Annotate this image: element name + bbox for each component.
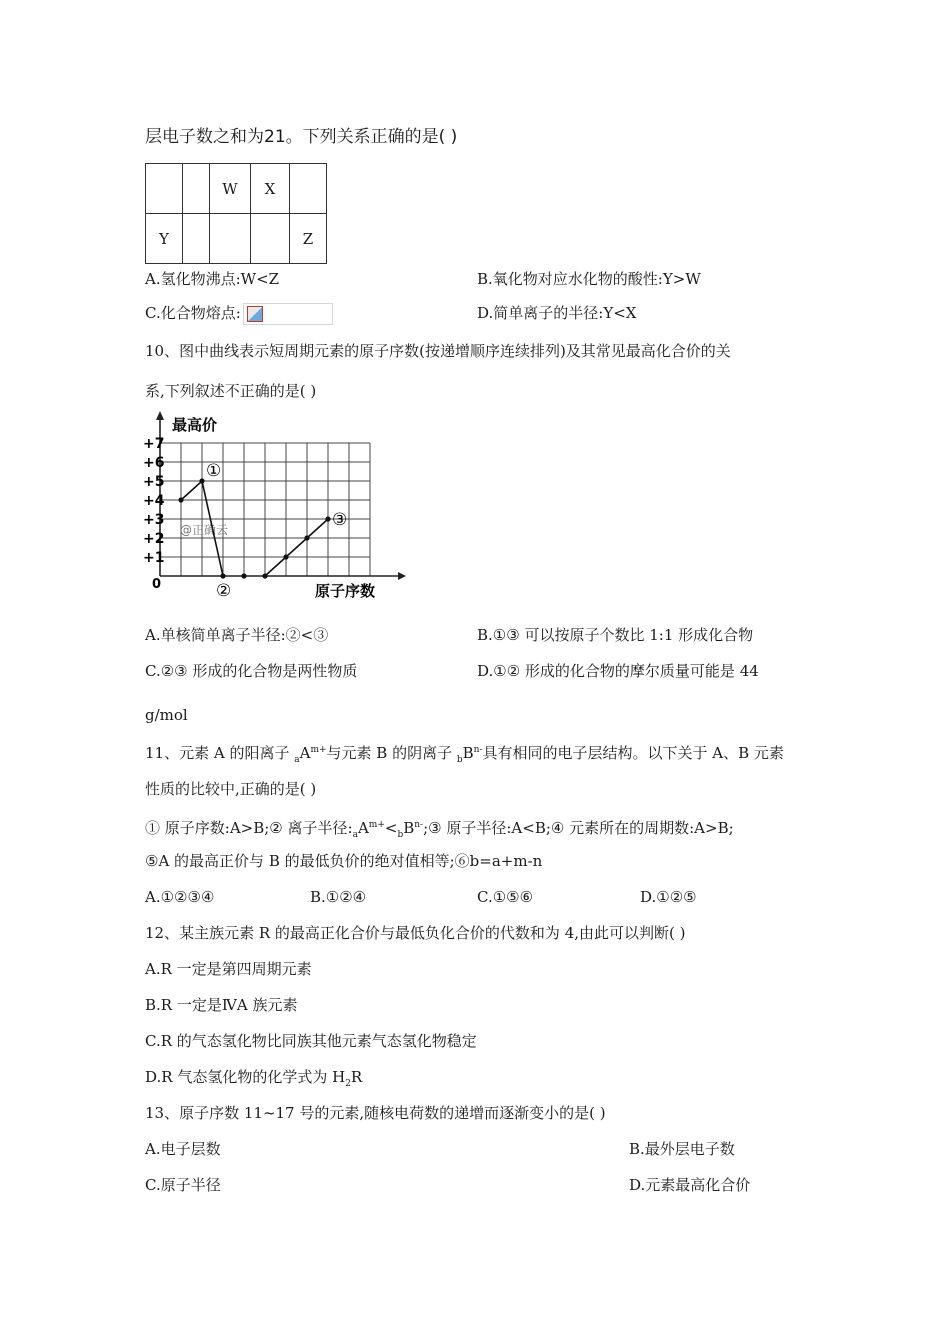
q11-sub-b: b bbox=[456, 755, 463, 765]
data-point bbox=[283, 554, 288, 559]
q11-stem-line1 bbox=[145, 740, 784, 770]
q10-option-b: B.①③ 可以按原子个数比 1:1 形成化合物 bbox=[477, 626, 754, 644]
chart-marker-label: ③ bbox=[332, 510, 348, 530]
chart-marker-label: ② bbox=[216, 581, 232, 601]
y-tick-labels bbox=[143, 436, 165, 566]
q9-cell bbox=[251, 214, 290, 264]
q10-stem-line2: 系,下列叙述不正确的是( ) bbox=[145, 382, 317, 400]
chart-axes bbox=[156, 411, 406, 580]
q9-cell bbox=[183, 214, 210, 264]
q9-cell-z: Z bbox=[290, 214, 327, 264]
q11-sub-a: a bbox=[294, 755, 300, 765]
q11-option-d: D.①②⑤ bbox=[640, 888, 697, 906]
q11-sup-n: n- bbox=[414, 820, 424, 830]
q11-option-a: A.①②③④ bbox=[145, 888, 215, 906]
y-axis-label: 最高价 bbox=[172, 416, 218, 434]
q10-option-c: C.②③ 形成的化合物是两性物质 bbox=[145, 662, 358, 680]
q12-stem: 12、某主族元素 R 的最高正化合价与最低负化合价的代数和为 4,由此可以判断( ) bbox=[145, 924, 686, 942]
data-point bbox=[262, 573, 267, 578]
q11-ion-a: A bbox=[299, 744, 311, 762]
q9-cell-y: Y bbox=[146, 214, 183, 264]
broken-image-icon bbox=[243, 303, 333, 325]
q11-stem-line2: 性质的比较中,正确的是( ) bbox=[145, 780, 317, 798]
q9-cell-w: W bbox=[210, 164, 251, 214]
q12-option-a: A.R 一定是第四周期元素 bbox=[145, 960, 312, 978]
q12-text: R bbox=[350, 1068, 363, 1086]
data-point bbox=[304, 535, 309, 540]
q9-option-b: B.氧化物对应水化物的酸性:Y>W bbox=[477, 270, 701, 288]
q10-option-d-cont: g/mol bbox=[145, 706, 188, 724]
watermark-text: @正确云 bbox=[180, 523, 229, 537]
y-arrow-icon bbox=[156, 411, 164, 420]
q10-stem-line1: 10、图中曲线表示短周期元素的原子序数(按递增顺序连续排列)及其常见最高化合价的关 bbox=[145, 342, 731, 360]
y-tick-label: +4 bbox=[143, 493, 165, 509]
y-tick-label: +6 bbox=[143, 455, 165, 471]
q11-text: < bbox=[384, 819, 398, 837]
q11-text: ;③ 原子半径:A<B;④ 元素所在的周期数:A>B; bbox=[423, 819, 734, 837]
q9-option-c-label: C.化合物熔点: bbox=[145, 304, 241, 322]
q9-option-c bbox=[145, 303, 333, 325]
q11-sup-m: m+ bbox=[310, 745, 327, 755]
q10-option-d: D.①② 形成的化合物的摩尔质量可能是 44 bbox=[477, 662, 759, 680]
q11-ion-a: A bbox=[357, 819, 369, 837]
q12-option-b: B.R 一定是ⅣA 族元素 bbox=[145, 996, 298, 1014]
q10-option-a: A.单核简单离子半径:②<③ bbox=[145, 626, 329, 644]
series-line bbox=[265, 519, 328, 576]
q11-sub-b: b bbox=[397, 830, 404, 840]
valence-chart bbox=[140, 410, 410, 605]
q11-text: 具有相同的电子层结构。以下关于 A、B 元素 bbox=[482, 744, 784, 762]
q9-periodic-table bbox=[145, 163, 327, 264]
data-point bbox=[325, 516, 330, 521]
q9-stem-tail: 层电子数之和为21。下列关系正确的是( ) bbox=[145, 127, 458, 147]
q11-ion-b: B bbox=[462, 744, 474, 762]
x-axis-label: 原子序数 bbox=[315, 582, 376, 600]
q11-ion-b: B bbox=[403, 819, 415, 837]
q11-stem-line3 bbox=[145, 815, 734, 845]
data-point bbox=[199, 478, 204, 483]
data-point bbox=[220, 573, 225, 578]
data-point bbox=[241, 573, 246, 578]
chart-marker-label: ① bbox=[206, 461, 222, 481]
q9-cell-x: X bbox=[251, 164, 290, 214]
q13-option-a: A.电子层数 bbox=[145, 1140, 221, 1158]
y-tick-label: +3 bbox=[143, 512, 165, 528]
y-tick-label: +5 bbox=[143, 474, 165, 490]
q13-stem: 13、原子序数 11~17 号的元素,随核电荷数的递增而逐渐变小的是( ) bbox=[145, 1104, 606, 1122]
q12-text: D.R 气态氢化物的化学式为 H bbox=[145, 1068, 346, 1086]
q11-text: 11、元素 A 的阳离子 bbox=[145, 744, 295, 762]
data-point bbox=[178, 497, 183, 502]
q11-sub-a: a bbox=[352, 830, 358, 840]
q9-option-d: D.简单离子的半径:Y<X bbox=[477, 304, 637, 322]
origin-label: 0 bbox=[152, 577, 162, 592]
q9-cell bbox=[210, 214, 251, 264]
q11-sup-n: n- bbox=[473, 745, 483, 755]
q11-option-c: C.①⑤⑥ bbox=[477, 888, 534, 906]
q11-text: ① 原子序数:A>B;② 离子半径: bbox=[145, 819, 353, 837]
q13-option-d: D.元素最高化合价 bbox=[629, 1176, 751, 1194]
y-tick-label: +1 bbox=[143, 550, 165, 566]
q9-cell bbox=[183, 164, 210, 214]
q13-option-c: C.原子半径 bbox=[145, 1176, 221, 1194]
q13-option-b: B.最外层电子数 bbox=[629, 1140, 735, 1158]
q11-text: 与元素 B 的阴离子 bbox=[326, 744, 457, 762]
y-tick-label: +2 bbox=[143, 531, 165, 547]
q9-cell bbox=[146, 164, 183, 214]
x-arrow-icon bbox=[398, 572, 406, 580]
y-tick-label: +7 bbox=[143, 436, 165, 452]
q11-sup-m: m+ bbox=[368, 820, 385, 830]
q9-option-a: A.氢化物沸点:W<Z bbox=[145, 270, 280, 288]
q12-option-d bbox=[145, 1067, 362, 1094]
q12-option-c: C.R 的气态氢化物比同族其他元素气态氢化物稳定 bbox=[145, 1032, 477, 1050]
q12-sub: 2 bbox=[345, 1079, 351, 1089]
q11-stem-line4: ⑤A 的最高正价与 B 的最低负价的绝对值相等;⑥b=a+m-n bbox=[145, 852, 543, 870]
q11-option-b: B.①②④ bbox=[310, 888, 367, 906]
q9-cell bbox=[290, 164, 327, 214]
